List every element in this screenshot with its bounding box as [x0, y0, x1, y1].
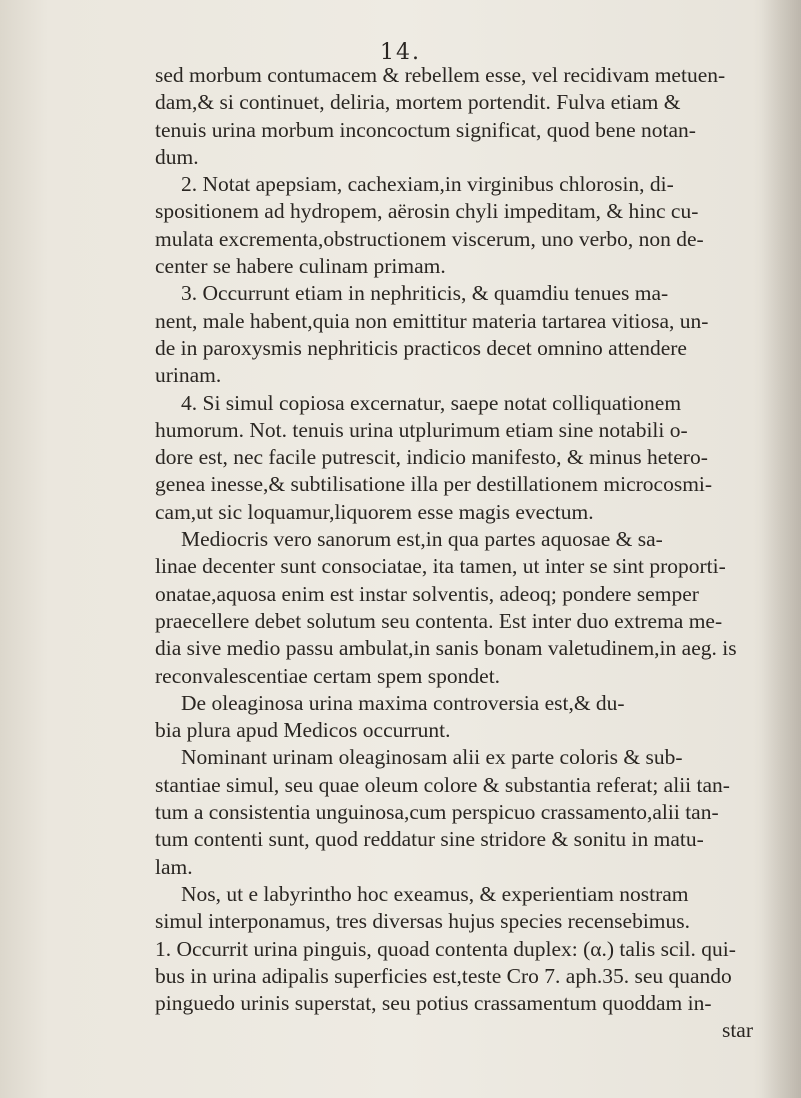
text-line: linae decenter sunt consociatae, ita tamen, ut inter se sint proporti-	[155, 554, 726, 579]
text-line: lam.	[155, 854, 193, 879]
text-line: Nominant urinam oleaginosam alii ex parte coloris & sub-	[181, 745, 683, 770]
text-line: tenuis urina morbum inconcoctum significat, quod bene notan-	[155, 117, 696, 142]
text-line: dum.	[155, 144, 199, 169]
text-line: bia plura apud Medicos occurrunt.	[155, 718, 451, 743]
text-line: 4. Si simul copiosa excernatur, saepe notat colliquationem	[181, 390, 682, 415]
catchword: star	[721, 1018, 753, 1043]
page-number: 14.	[380, 40, 421, 65]
text-line: 3. Occurrunt etiam in nephriticis, & quamdiu tenues ma-	[181, 281, 669, 306]
text-line: sed morbum contumacem & rebellem esse, vel recidivam metuen-	[155, 63, 726, 87]
text-line: urinam.	[155, 363, 222, 388]
text-line: Nos, ut e labyrintho hoc exeamus, & experientiam nostram	[181, 881, 689, 906]
text-line: onatae,aquosa enim est instar solventis, adeoq; pondere semper	[155, 581, 699, 606]
text-line: tum contenti sunt, quod reddatur sine stridore & sonitu in matu-	[155, 827, 704, 852]
text-line: center se habere culinam primam.	[155, 254, 446, 279]
text-line: Mediocris vero sanorum est,in qua partes aquosae & sa-	[181, 527, 663, 552]
text-line: pinguedo urinis superstat, seu potius crassamentum quoddam in-	[155, 991, 712, 1016]
text-line: praecellere debet solutum seu contenta. Est inter duo extrema me-	[155, 608, 723, 633]
text-line: spositionem ad hydropem, aërosin chyli impeditam, & hinc cu-	[155, 199, 699, 224]
text-line: dia sive medio passu ambulat,in sanis bonam valetudinem,in aeg. is	[155, 636, 737, 661]
text-line: reconvalescentiae certam spem spondet.	[155, 663, 501, 688]
page-edge-shadow	[761, 0, 801, 1098]
text-line: humorum. Not. tenuis urina utplurimum etiam sine notabili o-	[155, 417, 688, 442]
text-line: 2. Notat apepsiam, cachexiam,in virginibus chlorosin, di-	[181, 172, 674, 197]
text-line: genea inesse,& subtilisatione illa per destillationem microcosmi-	[155, 472, 713, 497]
text-line: dore est, nec facile putrescit, indicio manifesto, & minus hetero-	[155, 445, 708, 470]
text-line: dam,& si continuet, deliria, mortem portendit. Fulva etiam &	[155, 90, 681, 115]
text-line: stantiae simul, seu quae oleum colore & substantia referat; alii tan-	[155, 772, 730, 797]
text-line: nent, male habent,quia non emittitur materia tartarea vitiosa, un-	[155, 308, 709, 333]
text-line: cam,ut sic loquamur,liquorem esse magis evectum.	[155, 499, 594, 524]
text-line: de in paroxysmis nephriticis practicos decet omnino attendere	[155, 335, 687, 360]
text-line: bus in urina adipalis superficies est,teste Cro 7. aph.35. seu quando	[155, 963, 732, 988]
text-line: 1. Occurrit urina pinguis, quoad contenta duplex: (α.) talis scil. qui-	[155, 936, 736, 961]
body-text	[155, 62, 765, 1045]
text-line: tum a consistentia unguinosa,cum perspicuo crassamento,alii tan-	[155, 800, 719, 825]
text-line: De oleaginosa urina maxima controversia est,& du-	[181, 690, 625, 715]
text-line: simul interponamus, tres diversas hujus species recensebimus.	[155, 909, 691, 934]
text-line: mulata excrementa,obstructionem viscerum, uno verbo, non de-	[155, 226, 704, 251]
